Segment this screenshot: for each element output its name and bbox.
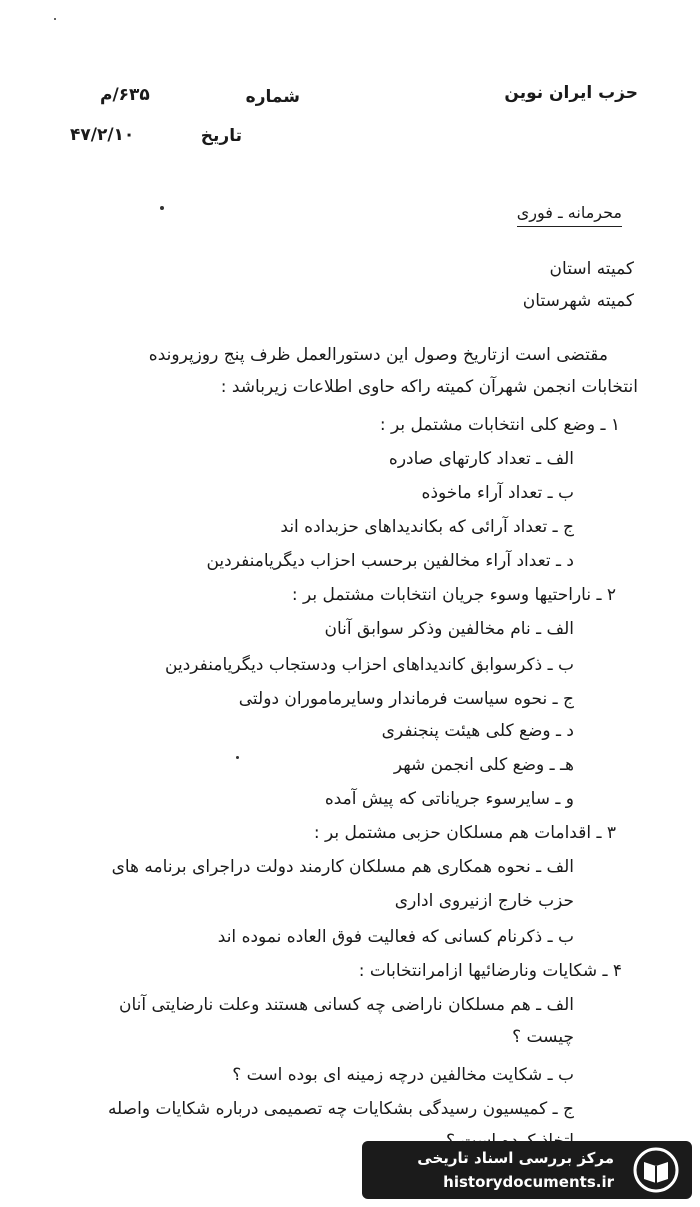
body-line: ۲ ـ ناراحتیها وسوء جریان انتخابات مشتمل بر : xyxy=(291,585,616,605)
body-line: ج ـ نحوه سیاست فرماندار وسایرماموران دولتی xyxy=(238,689,574,709)
body-line: الف ـ تعداد کارتهای صادره xyxy=(388,449,574,469)
body-line: الف ـ نحوه همکاری هم مسلکان کارمند دولت دراجرای برنامه های xyxy=(111,857,574,877)
body-line: ب ـ ذکرسوابق کاندیداهای احزاب ودستجاب دیگریامنفردین xyxy=(165,655,574,675)
body-line: ب ـ ذکرنام کسانی که فعالیت فوق العاده نموده اند xyxy=(217,927,574,947)
body-line: هـ ـ وضع کلی انجمن شهر xyxy=(393,755,574,775)
watermark-title: مرکز بررسی اسناد تاریخی xyxy=(417,1149,614,1167)
body-line: مقتضی است ازتاریخ وصول این دستورالعمل ظرف پنج روزپرونده xyxy=(148,345,608,365)
body-line: ب ـ تعداد آراء ماخوذه xyxy=(421,483,574,503)
body-line: ۱ ـ وضع کلی انتخابات مشتمل بر : xyxy=(379,415,620,435)
body-line: ج ـ تعداد آرائی که بکاندیداهای حزبداده اند xyxy=(280,517,574,537)
scan-speck xyxy=(236,756,239,759)
body-line: د ـ وضع کلی هیئت پنجنفری xyxy=(381,721,574,741)
watermark-banner xyxy=(362,1141,692,1199)
party-name: حزب ایران نوین xyxy=(504,83,638,103)
body-line: ج ـ کمیسیون رسیدگی بشکایات چه تصمیمی درباره شکایات واصله xyxy=(107,1099,574,1119)
recipient-line: کمیته استان xyxy=(549,259,634,279)
watermark-url: historydocuments.ir xyxy=(443,1173,614,1191)
body-line: الف ـ نام مخالفین وذکر سوابق آنان xyxy=(324,619,574,639)
scan-speck xyxy=(54,18,56,20)
body-line: چیست ؟ xyxy=(512,1027,574,1047)
body-line: و ـ سایرسوء جریاناتی که پیش آمده xyxy=(324,789,574,809)
book-logo-icon xyxy=(632,1147,680,1193)
recipient-line: کمیته شهرستان xyxy=(522,291,634,311)
body-line: انتخابات انجمن شهرآن کمیته راکه حاوی اطلاعات زیرباشد : xyxy=(220,377,638,397)
number-value: ۶۳۵/م xyxy=(100,85,150,105)
body-line: د ـ تعداد آراء مخالفین برحسب احزاب دیگریامنفردین xyxy=(206,551,574,571)
body-line: ۴ ـ شکایات ونارضائیها ازامرانتخابات : xyxy=(358,961,622,981)
body-line: ۳ ـ اقدامات هم مسلکان حزبی مشتمل بر : xyxy=(313,823,616,843)
date-label: تاریخ xyxy=(200,126,242,146)
classification-label: محرمانه ـ فوری xyxy=(517,202,622,227)
scan-speck xyxy=(160,206,164,210)
body-line: حزب خارج ازنیروی اداری xyxy=(394,891,574,911)
body-line: الف ـ هم مسلکان ناراضی چه کسانی هستند وعلت نارضایتی آنان xyxy=(118,995,574,1015)
body-line: ب ـ شکایت مخالفین درچه زمینه ای بوده است ؟ xyxy=(232,1065,574,1085)
number-label: شماره xyxy=(245,87,300,107)
date-value: ۴۷/۲/۱۰ xyxy=(70,125,135,145)
